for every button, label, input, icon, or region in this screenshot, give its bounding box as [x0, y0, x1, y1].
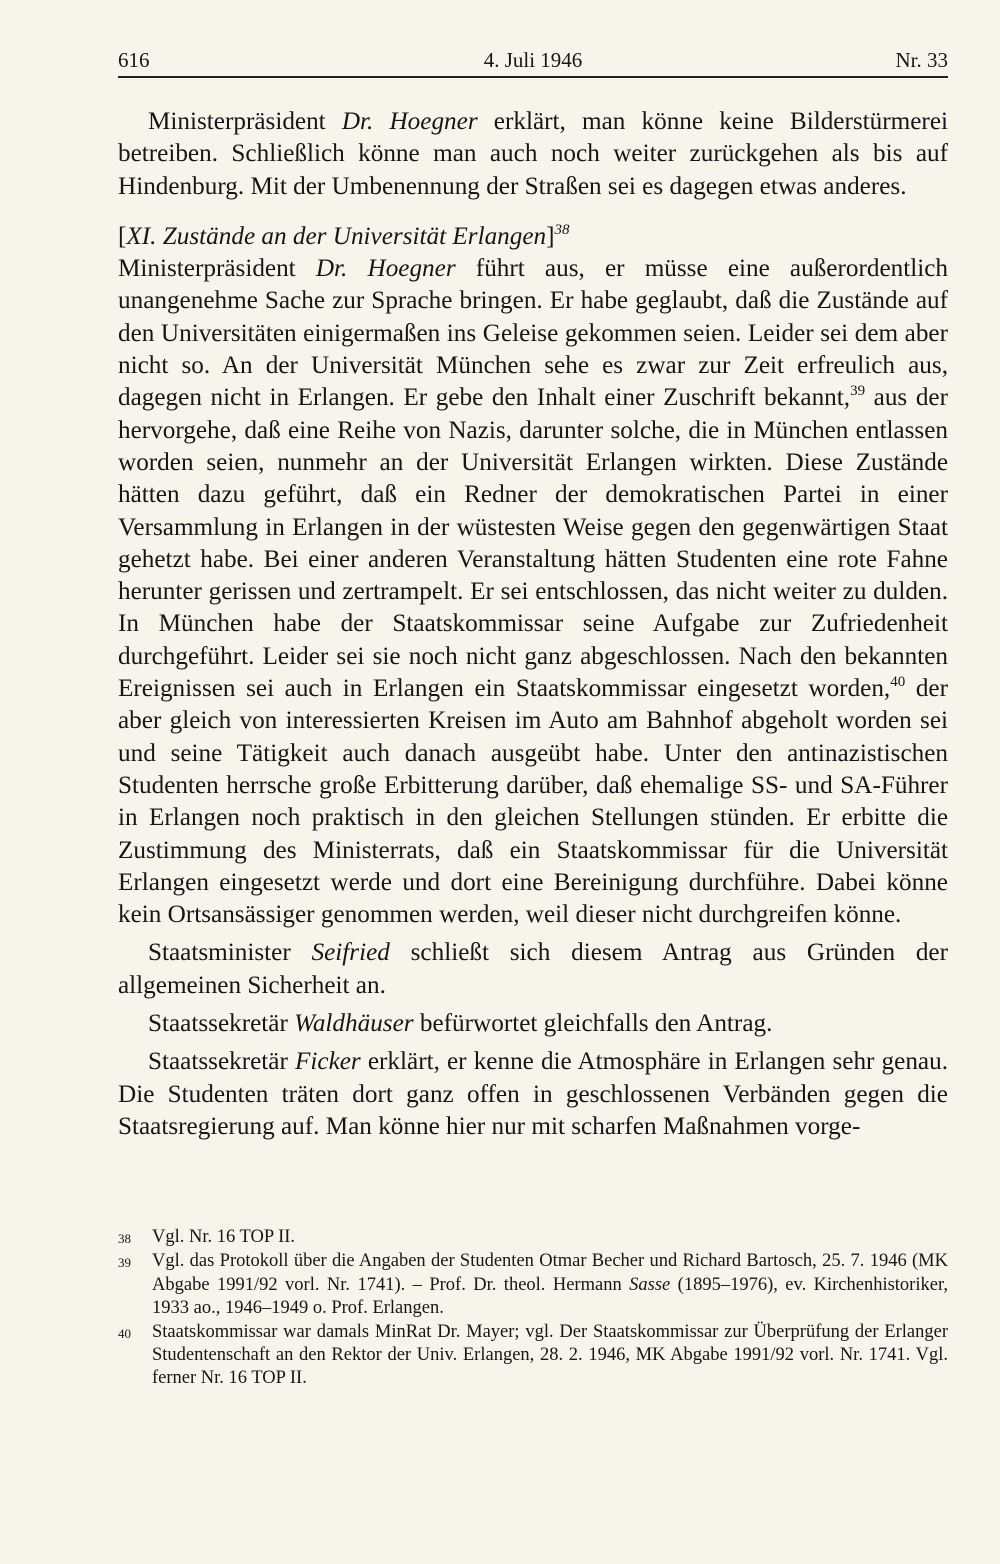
p3-post: schließt sich diesem Antrag aus Gründen der allgemeinen Sicherheit an.: [118, 939, 948, 999]
paragraph-hoegner-intro: [118, 106, 948, 203]
heading-title: XI. Zustände an der Universität Erlangen: [126, 222, 547, 250]
page-number: 616: [118, 48, 150, 72]
footnote-text: Staatskommissar war damals MinRat Dr. Mayer; vgl. Der Staatskommissar zur Überprüfung der Erlanger Studentenschaft an den Rektor der Univ. Erlangen, 28. 2. 1946, MK Abgabe 1991/92 vorl. Nr. 1741. Vgl. ferner Nr. 16 TOP II.: [152, 1321, 948, 1389]
p4-name: Waldhäuser: [294, 1010, 414, 1038]
p4-post: befürwortet gleichfalls den Antrag.: [413, 1010, 773, 1038]
footnote-number: 38: [118, 1231, 131, 1246]
paragraph-ficker: [118, 1046, 948, 1143]
paragraph-seifried: [118, 937, 948, 1002]
header-rule: [118, 76, 948, 78]
p5-pre: Staatssekretär: [148, 1048, 295, 1076]
footnote-38: [118, 1226, 948, 1250]
footnote-40: [118, 1321, 948, 1391]
p2-pre: Ministerpräsident: [118, 255, 316, 283]
header-issue: Nr. 33: [895, 48, 948, 72]
header-date: 4. Juli 1946: [483, 48, 583, 72]
fn39-name: Sasse: [629, 1274, 671, 1295]
footnote-number: 39: [118, 1255, 131, 1271]
p2-text-a: führt aus, er müsse eine außerordentlich unangenehme Sache zur Sprache bringen. Er habe geglaubt, daß die Zustände auf den Universitäten einigermaßen ins Geleise gekommen seien. Leider sei dem aber nicht so. An der Universität München sehe es zwar zur Zeit erfreulich aus, dagegen nicht in Erlangen. Er gebe den Inhalt einer Zuschrift bekannt,: [118, 255, 948, 412]
p1-name: Dr. Hoegner: [341, 108, 478, 135]
p3-name: Seifried: [311, 939, 390, 967]
p5-post: erklärt, er kenne die Atmosphäre in Erlangen sehr genau. Die Studenten träten dort ganz offen in geschlossenen Verbänden gegen die Staatsregierung auf. Man könne hier nur mit scharfen Maßnahmen vorge-: [118, 1048, 948, 1140]
footnote-ref-40: 40: [890, 674, 906, 691]
footnote-number: 40: [118, 1325, 131, 1341]
p1-pre: Ministerpräsident: [148, 108, 342, 135]
heading-close-bracket: ]: [546, 222, 555, 250]
heading-open-bracket: [: [118, 222, 127, 250]
paragraph-hoegner-main: [118, 253, 948, 931]
footnote-ref-39: 39: [850, 383, 866, 400]
p2-text-b: aus der hervorgehe, daß eine Reihe von Nazis, darunter solche, die in München entlassen worden seien, nunmehr an der Universität Erlangen wirkten. Diese Zustände hätten dazu geführt, daß ein Redner der demokratischen Partei in einer Versammlung in Erlangen in der wüstesten Weise gegen den gegenwärtigen Staat gehetzt habe. Bei einer anderen Veranstaltung hätten Studenten eine rote Fahne herunter gerissen und zertrampelt. Er sei entschlossen, das nicht weiter zu dulden. In München habe der Staatskommissar seine Aufgabe zur Zufriedenheit durchgeführt. Leider sei sie noch nicht ganz abgeschlossen. Nach den bekannten Ereignissen sei auch in Erlangen ein Staatskommissar eingesetzt worden,: [118, 384, 948, 703]
fn39-post: (1895–1976), ev. Kirchenhistoriker, 1933 ao., 1946–1949 o. Prof. Erlangen.: [152, 1274, 948, 1319]
footnote-39: [118, 1250, 948, 1320]
footnotes: [118, 1226, 948, 1391]
p3-pre: Staatsminister: [148, 939, 312, 967]
paragraph-waldhaeuser: [118, 1008, 948, 1040]
p2-text-c: der aber gleich von interessierten Kreisen im Auto am Bahnhof abgeholt worden sei und seine Tätigkeit auch danach ausgeübt habe. Unter den antinazistischen Studenten herrsche große Erbitterung darüber, daß ehemalige SS- und SA-Führer in Erlangen noch praktisch in den gleichen Stellungen stünden. Er erbitte die Zustimmung des Ministerrats, daß ein Staatskommissar für die Universität Erlangen eingesetzt werde und dort eine Bereinigung durchführe. Dabei könne kein Ortsansässiger genommen werden, weil dieser nicht durchgreifen könne.: [118, 675, 948, 929]
section-heading: [118, 221, 948, 253]
p1-post: erklärt, man könne keine Bilderstürmerei betreiben. Schließlich könne man auch noch weiter zurückgehen als bis auf Hindenburg. Mit der Umbenennung der Straßen sei es dagegen etwas anderes.: [118, 108, 948, 200]
running-header: [118, 44, 948, 78]
p4-pre: Staatssekretär: [148, 1010, 295, 1038]
fn39-pre: Vgl. das Protokoll über die Angaben der Studenten Otmar Becher und Richard Bartosch, 25. 7. 1946 (MK Abgabe 1991/92 vorl. Nr. 1741). – Prof. Dr. theol. Hermann: [152, 1251, 948, 1295]
footnote-text: Vgl. Nr. 16 TOP II.: [152, 1227, 296, 1247]
footnote-text: [152, 1250, 948, 1320]
body-text: [118, 106, 948, 1143]
footnote-ref-38: 38: [554, 221, 570, 238]
p2-name: Dr. Hoegner: [315, 255, 456, 283]
p5-name: Ficker: [295, 1048, 361, 1076]
